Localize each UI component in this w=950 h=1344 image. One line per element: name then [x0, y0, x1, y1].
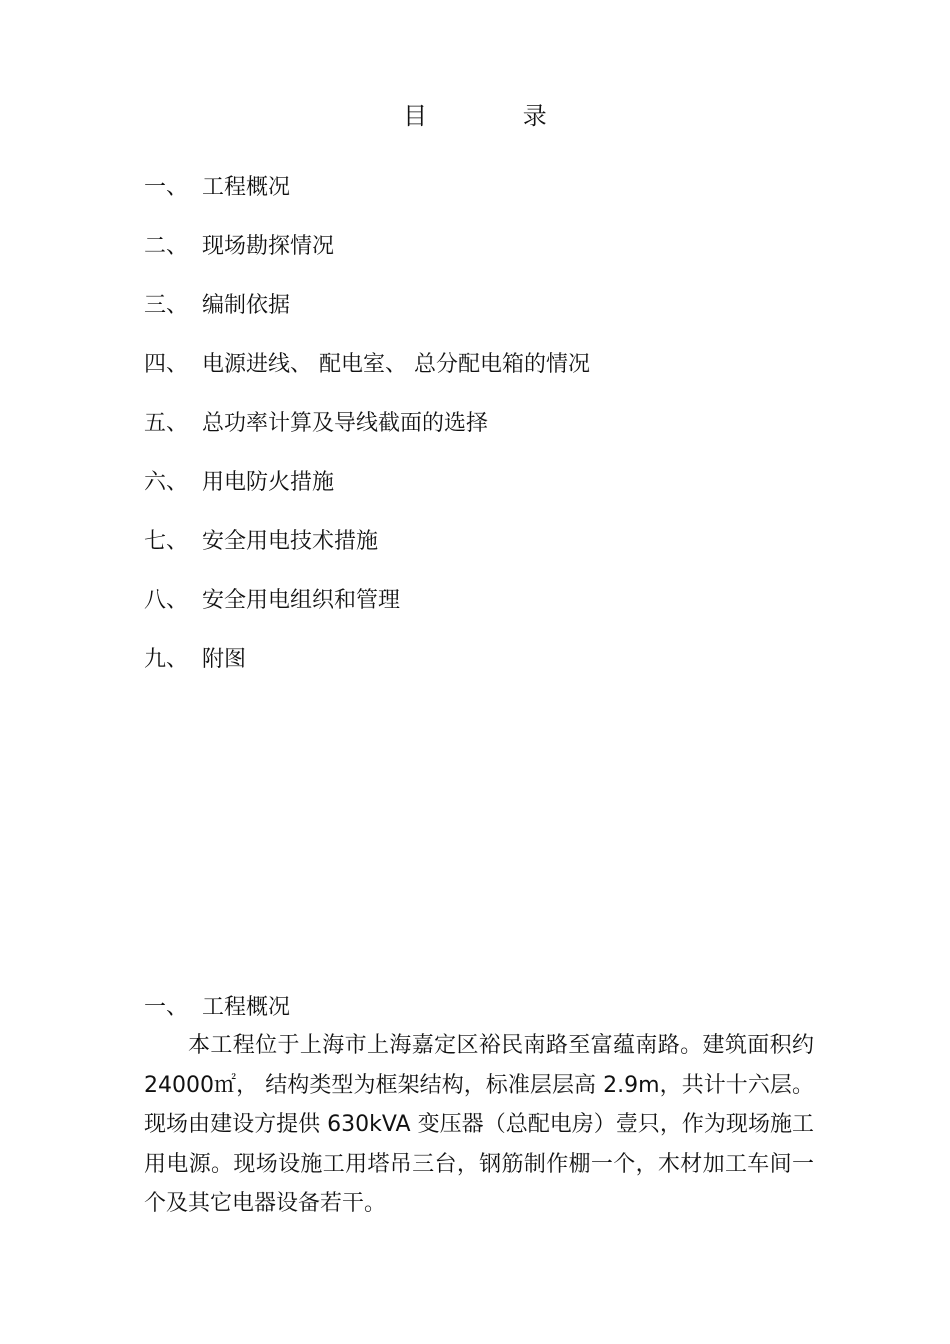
toc-title: 目 录 [403, 102, 591, 130]
toc-item-label: 编制依据 [202, 292, 291, 318]
toc-item [144, 394, 590, 453]
toc-item [144, 571, 590, 630]
toc-item-label: 工程概况 [202, 174, 291, 200]
toc-item [144, 630, 590, 689]
toc-item-number: 九、 [144, 646, 189, 672]
toc-item [144, 512, 590, 571]
section-heading-label: 工程概况 [202, 995, 291, 1020]
toc-item [144, 158, 590, 217]
toc-item [144, 335, 590, 394]
toc-item-number: 七、 [144, 528, 189, 554]
toc-item-label: 总功率计算及导线截面的选择 [202, 410, 489, 436]
section-heading-number: 一、 [144, 995, 189, 1020]
toc-item-number: 八、 [144, 587, 189, 613]
section-paragraph: 本工程位于上海市上海嘉定区裕民南路至富蕴南路。建筑面积约 24000㎡， 结构类型为框架结构，标准层层高 2.9m，共计十六层。现场由建设方提供 630kVA 变压器（总配电房）壹只，作为现场施工用电源。现场设施工用塔吊三台，钢筋制作棚一个，木材加工车间一个及其它电器设备若干。 [144, 1033, 814, 1216]
toc-item-label: 安全用电技术措施 [202, 528, 379, 554]
toc-item-number: 五、 [144, 410, 189, 436]
toc-item-label: 电源进线、 配电室、 总分配电箱的情况 [202, 351, 590, 377]
toc-item-label: 现场勘探情况 [202, 233, 335, 259]
toc-item-number: 二、 [144, 233, 189, 259]
toc-item-number: 一、 [144, 174, 189, 200]
section-project-overview [144, 990, 814, 1224]
toc-item [144, 453, 590, 512]
toc-item-number: 六、 [144, 469, 189, 495]
toc-item-number: 三、 [144, 292, 189, 318]
toc-list [144, 158, 590, 689]
toc-item-number: 四、 [144, 351, 189, 377]
toc-item [144, 276, 590, 335]
toc-item-label: 安全用电组织和管理 [202, 587, 401, 613]
toc-item [144, 217, 590, 276]
section-heading [144, 990, 814, 1026]
toc-item-label: 附图 [202, 646, 247, 672]
toc-item-label: 用电防火措施 [202, 469, 335, 495]
